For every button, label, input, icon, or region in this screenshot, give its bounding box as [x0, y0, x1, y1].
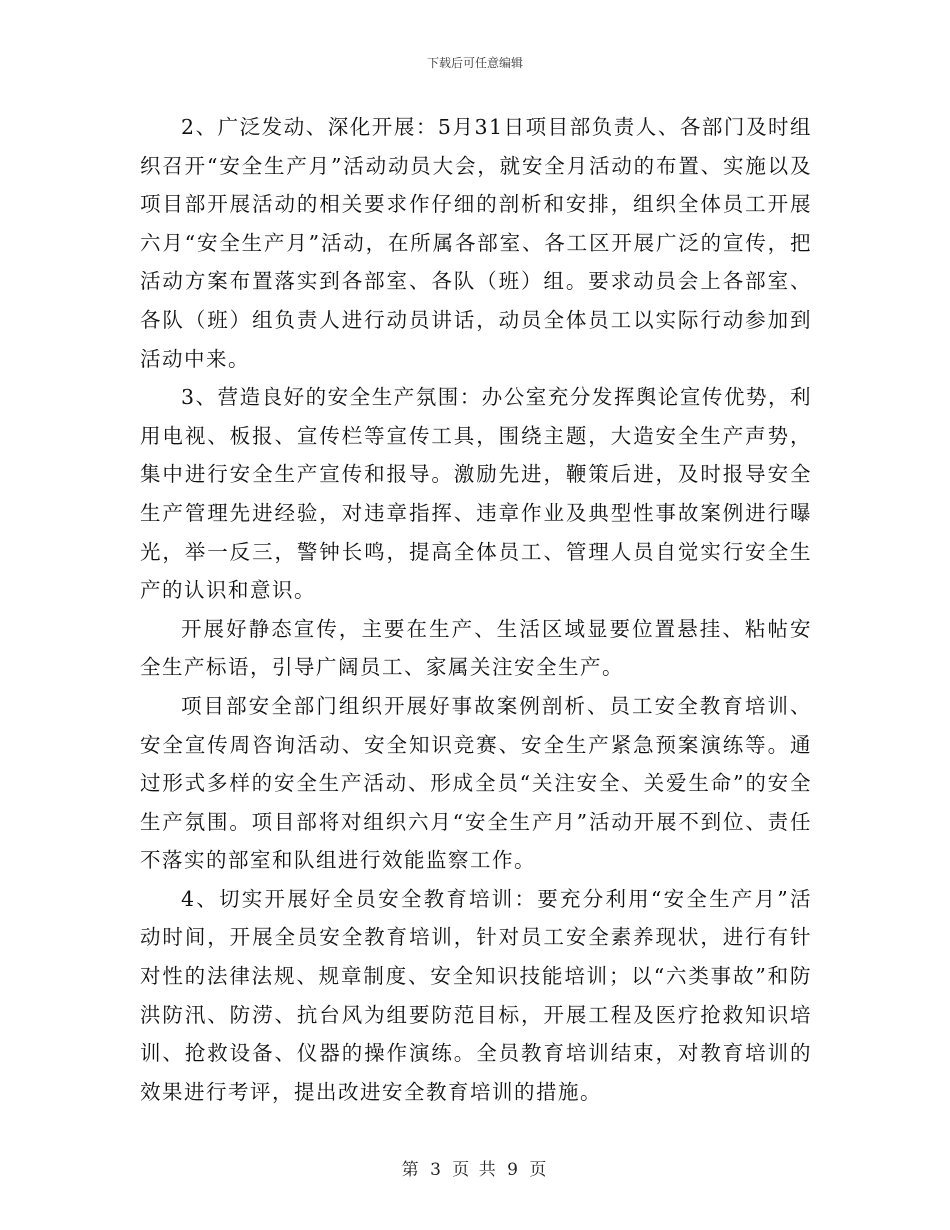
footer-prefix: 第 — [401, 1160, 421, 1180]
footer-middle: 页 共 — [452, 1160, 498, 1180]
paragraph-item-3: 3、营造良好的安全生产氛围：办公室充分发挥舆论宣传优势，利用电视、板报、宣传栏等宣传工具，围绕主题，大造安全生产声势，集中进行安全生产宣传和报导。激励先进，鞭策后进，及时报导安全生产管理先进经验，对违章指挥、违章作业及典型性事故案例进行曝光，举一反三，警钟长鸣，提高全体员工、管理人员自觉实行安全生产的认识和意识。 — [140, 385, 812, 603]
page-header: 下载后可任意编辑 — [426, 56, 523, 70]
page-footer — [0, 1155, 950, 1180]
footer-suffix: 页 — [529, 1160, 549, 1180]
paragraph-item-2: 2、广泛发动、深化开展：5月31日项目部负责人、各部门及时组织召开“安全生产月”活动动员大会，就安全月活动的布置、实施以及项目部开展活动的相关要求作仔细的剖析和安排，组织全体员工开展六月“安全生产月”活动，在所属各部室、各工区开展广泛的宣传，把活动方案布置落实到各部室、各队（班）组。要求动员会上各部室、各队（班）组负责人进行动员讲话，动员全体员工以实际行动参加到活动中来。 — [140, 115, 812, 371]
footer-total-pages: 9 — [507, 1160, 520, 1180]
paragraph-item-4: 4、切实开展好全员安全教育培训：要充分利用“安全生产月”活动时间，开展全员安全教育培训，针对员工安全素养现状，进行有针对性的法律法规、规章制度、安全知识技能培训；以“六类事故”和防洪防汛、防涝、抗台风为组要防范目标，开展工程及医疗抢救知识培训、抢救设备、仪器的操作演练。全员教育培训结束，对教育培训的效果进行考评，提出改进安全教育培训的措施。 — [140, 886, 812, 1104]
footer-page-number: 3 — [430, 1160, 443, 1180]
paragraph-static-publicity: 开展好静态宣传，主要在生产、生活区域显要位置悬挂、粘帖安全生产标语，引导广阔员工、家属关注安全生产。 — [140, 616, 812, 680]
document-body — [140, 108, 812, 1111]
paragraph-safety-activities: 项目部安全部门组织开展好事故案例剖析、员工安全教育培训、安全宣传周咨询活动、安全知识竞赛、安全生产紧急预案演练等。通过形式多样的安全生产活动、形成全员“关注安全、关爱生命”的安全生产氛围。项目部将对组织六月“安全生产月”活动开展不到位、责任不落实的部室和队组进行效能监察工作。 — [140, 693, 812, 873]
